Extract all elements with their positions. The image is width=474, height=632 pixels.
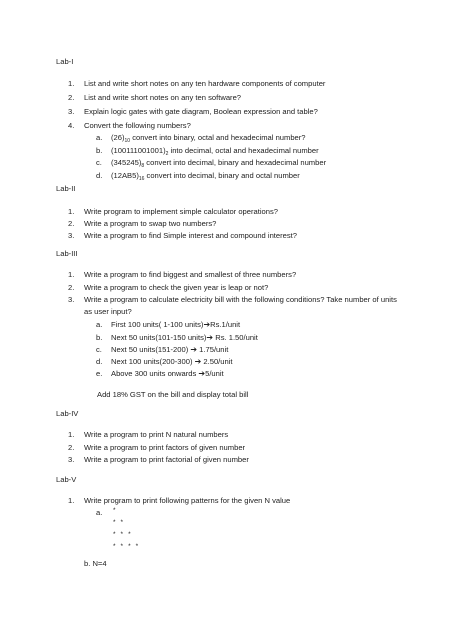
list-marker: 2.	[68, 283, 75, 292]
sub-item: (26)10 convert into binary, octal and hexadecimal number?	[111, 133, 306, 144]
pattern-row: * *	[113, 519, 125, 526]
arrow-icon: ➔	[203, 320, 211, 329]
list-marker: 3.	[68, 107, 75, 116]
sub-marker: c.	[96, 345, 102, 354]
sub-marker: a.	[96, 133, 103, 142]
sub-marker: b.	[96, 146, 103, 155]
lab2-title: Lab-II	[56, 184, 76, 193]
lab5-title: Lab-V	[56, 475, 77, 484]
list-marker: 2.	[68, 443, 75, 452]
list-item: Write a program to swap two numbers?	[84, 219, 217, 228]
list-item: Write a program to print factorial of given number	[84, 455, 249, 464]
sub-marker: a.	[96, 508, 103, 517]
arrow-icon: ➔	[190, 345, 198, 354]
sub-marker: c.	[96, 158, 102, 167]
sub-item: (100111001001)2 into decimal, octal and hexadecimal number	[111, 146, 319, 157]
rate-item: Next 50 units(101-150 units)➔ Rs. 1.50/unit	[111, 333, 258, 342]
list-item: Write a program to calculate electricity bill with the following conditions? Take number of units	[84, 295, 397, 304]
gst-note: Add 18% GST on the bill and display total bill	[97, 390, 249, 399]
sub-marker: a.	[96, 320, 103, 329]
list-item: Write program to implement simple calculator operations?	[84, 207, 279, 216]
list-item: Write a program to check the given year is leap or not?	[84, 283, 269, 292]
list-marker: 3.	[68, 455, 75, 464]
list-item: List and write short notes on any ten hardware components of computer	[84, 79, 326, 88]
pattern-b-label: b. N=4	[84, 559, 107, 568]
pattern-row: *	[113, 507, 118, 514]
list-item: List and write short notes on any ten software?	[84, 93, 242, 102]
list-marker: 1.	[68, 496, 75, 505]
list-marker: 3.	[68, 231, 75, 240]
list-marker: 1.	[68, 207, 75, 216]
list-item: Write a program to find biggest and smallest of three numbers?	[84, 270, 297, 279]
rate-item: First 100 units( 1-100 units)➔Rs.1/unit	[111, 320, 241, 329]
list-item: Write a program to find Simple interest and compound interest?	[84, 231, 298, 240]
sub-marker: b.	[96, 333, 103, 342]
pattern-row: * * * *	[113, 543, 140, 550]
list-marker: 1.	[68, 270, 75, 279]
sub-item: (12AB5)16 convert into decimal, binary and octal number	[111, 171, 300, 182]
lab3-title: Lab-III	[56, 249, 78, 258]
list-item: Convert the following numbers?	[84, 121, 191, 130]
pattern-row: * * *	[113, 531, 133, 538]
sub-item: (345245)8 convert into decimal, binary and hexadecimal number	[111, 158, 327, 169]
arrow-icon: ➔	[206, 333, 214, 342]
sub-marker: d.	[96, 171, 103, 180]
rate-item: Next 100 units(200-300) ➔ 2.50/unit	[111, 357, 233, 366]
sub-marker: e.	[96, 369, 103, 378]
list-marker: 1.	[68, 79, 75, 88]
list-marker: 2.	[68, 219, 75, 228]
arrow-icon: ➔	[194, 357, 202, 366]
rate-item: Above 300 units onwards ➔5/unit	[111, 369, 224, 378]
list-item: Write a program to print N natural numbers	[84, 430, 229, 439]
lab1-title: Lab-I	[56, 57, 74, 66]
arrow-icon: ➔	[198, 369, 206, 378]
list-item-continued: as user input?	[84, 307, 132, 316]
list-item: Write a program to print factors of given number	[84, 443, 246, 452]
list-marker: 4.	[68, 121, 75, 130]
list-marker: 3.	[68, 295, 75, 304]
list-item: Write program to print following patterns for the given N value	[84, 496, 291, 505]
list-item: Explain logic gates with gate diagram, Boolean expression and table?	[84, 107, 318, 116]
sub-marker: d.	[96, 357, 103, 366]
list-marker: 1.	[68, 430, 75, 439]
list-marker: 2.	[68, 93, 75, 102]
lab4-title: Lab-IV	[56, 409, 79, 418]
rate-item: Next 50 units(151-200) ➔ 1.75/unit	[111, 345, 229, 354]
